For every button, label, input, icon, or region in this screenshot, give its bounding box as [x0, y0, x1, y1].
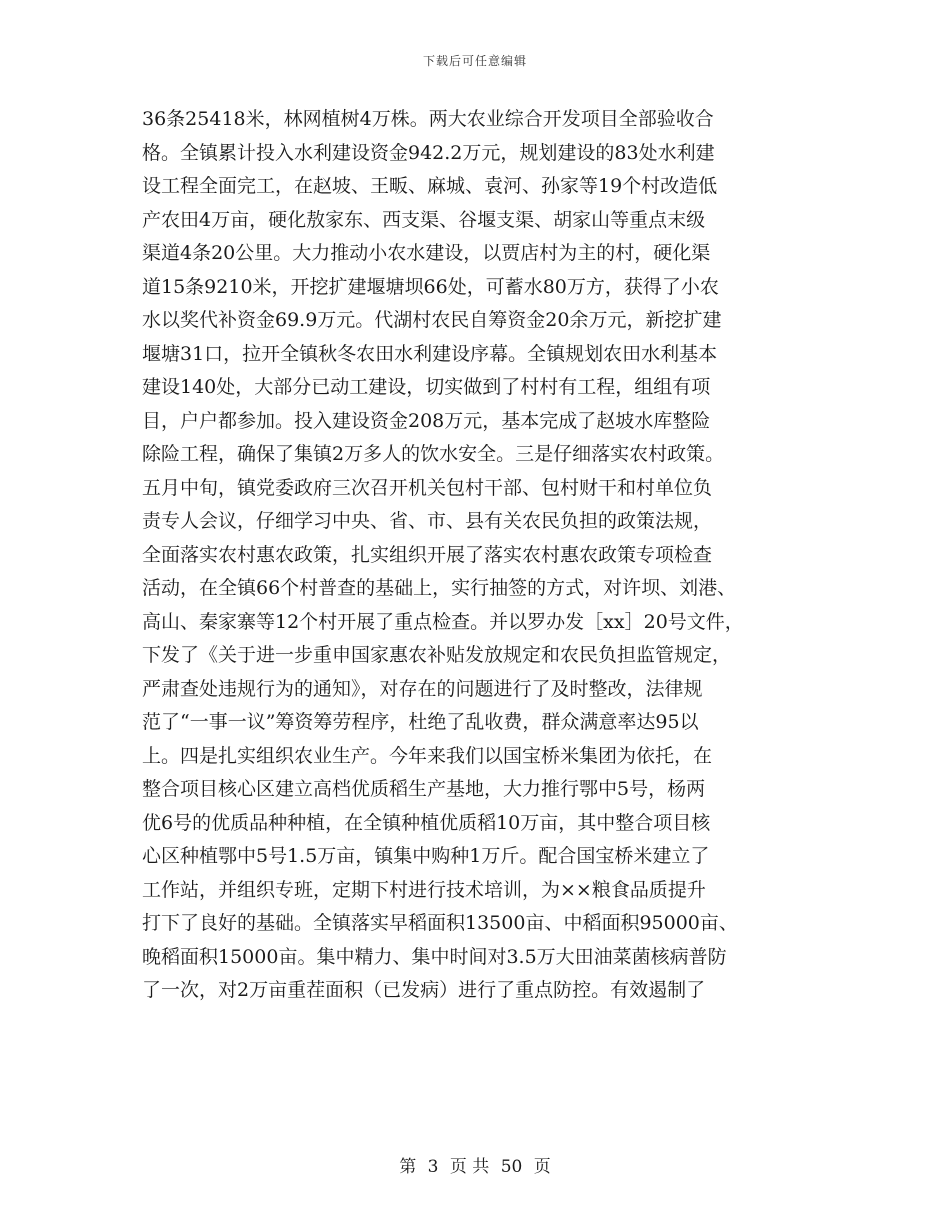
text-line: 格。全镇累计投入水利建设资金942.2万元，规划建设的83处水利建 — [142, 141, 715, 164]
text-line: 产农田4万亩，硬化敖家东、西支渠、谷堰支渠、胡家山等重点末级 — [142, 208, 706, 231]
text-line: 范了“一事一议”筹资筹劳程序，杜绝了乱收费，群众满意率达95以 — [142, 711, 699, 733]
text-line: 目，户户都参加。投入建设资金208万元，基本完成了赵坡水库整险 — [142, 409, 711, 432]
text-line: 36条25418米，林网植树4万株。两大农业综合开发项目全部验收合 — [142, 108, 714, 130]
text-line: 了一次，对2万亩重茬面积（已发病）进行了重点防控。有效遏制了 — [142, 979, 706, 1001]
text-line: 责专人会议，仔细学习中央、省、市、县有关农民负担的政策法规， — [142, 510, 713, 532]
text-line: 活动，在全镇66个村普查的基础上，实行抽签的方式，对许坝、刘港、 — [142, 577, 737, 599]
footer-prefix: 第 — [399, 1157, 417, 1177]
text-line: 工作站，并组织专班，定期下村进行技术培训，为××粮食品质提升 — [142, 878, 706, 901]
text-line: 上。四是扎实组织农业生产。今年来我们以国宝桥米集团为依托，在 — [142, 744, 713, 767]
footer-middle: 页 共 — [449, 1157, 490, 1177]
text-line: 高山、秦家寨等12个村开展了重点检查。并以罗办发［xx］20号文件， — [142, 610, 744, 633]
page-header: 下载后可任意编辑 — [422, 54, 527, 68]
text-line: 严肃查处违规行为的通知》，对存在的问题进行了及时整改，法律规 — [142, 677, 703, 700]
page-footer — [0, 1152, 950, 1177]
current-page-number: 3 — [427, 1157, 439, 1177]
text-line: 晚稻面积15000亩。集中精力、集中时间对3.5万大田油菜菌核病普防 — [142, 945, 727, 968]
text-line: 优6号的优质品种种植，在全镇种植优质稻10万亩，其中整合项目核 — [142, 811, 711, 834]
text-line: 下发了《关于进一步重申国家惠农补贴发放规定和农民负担监管规定， — [142, 644, 732, 666]
text-line: 渠道4条20公里。大力推动小农水建设，以贾店村为主的村，硬化渠 — [142, 242, 711, 264]
text-line: 水以奖代补资金69.9万元。代湖村农民自筹资金20余万元，新挖扩建 — [142, 309, 722, 331]
text-line: 打下了良好的基础。全镇落实早稻面积13500亩、中稻面积95000亩、 — [142, 912, 738, 934]
text-line: 除险工程，确保了集镇2万多人的饮水安全。三是仔细落实农村政策。 — [142, 443, 725, 465]
text-line: 堰塘31口，拉开全镇秋冬农田水利建设序幕。全镇规划农田水利基本 — [142, 342, 718, 365]
body-text — [142, 103, 832, 1008]
text-line: 建设140处，大部分已动工建设，切实做到了村村有工程，组组有项 — [142, 376, 711, 398]
text-line: 五月中旬，镇党委政府三次召开机关包村干部、包村财干和村单位负 — [142, 476, 713, 499]
text-line: 道15条9210米，开挖扩建堰塘坝66处，可蓄水80万方，获得了小农 — [142, 275, 719, 298]
text-line: 全面落实农村惠农政策，扎实组织开展了落实农村惠农政策专项检查 — [142, 543, 713, 566]
text-line: 心区种植鄂中5号1.5万亩，镇集中购种1万斤。配合国宝桥米建立了 — [142, 845, 710, 867]
text-line: 设工程全面完工，在赵坡、王畈、麻城、袁河、孙家等19个村改造低 — [142, 175, 718, 197]
footer-suffix: 页 — [533, 1157, 551, 1177]
text-line: 整合项目核心区建立高档优质稻生产基地，大力推行鄂中5号，杨两 — [142, 778, 706, 800]
total-pages-number: 50 — [500, 1157, 523, 1177]
